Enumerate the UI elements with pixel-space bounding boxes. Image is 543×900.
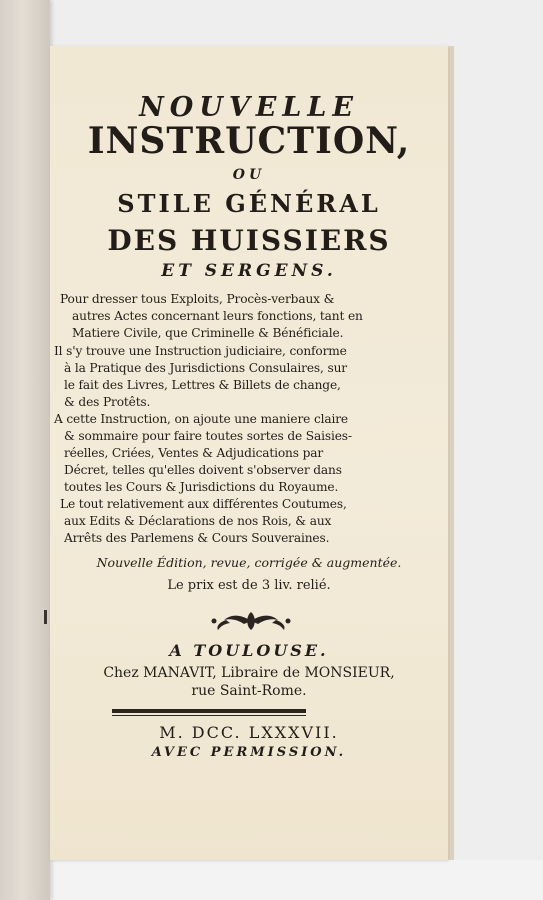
body-line: A cette Instruction, on ajoute une maniere claire (54, 412, 348, 426)
body-line: réelles, Criées, Ventes & Adjudications par (64, 446, 324, 460)
title-page (50, 46, 448, 860)
body-line: toutes les Cours & Jurisdictions du Royaume. (64, 480, 339, 494)
body-line: Pour dresser tous Exploits, Procès-verbaux & (60, 292, 335, 306)
body-line: le fait des Livres, Lettres & Billets de change, (64, 378, 341, 392)
title-line-4: STILE GÉNÉRAL (117, 189, 381, 218)
body-line: autres Actes concernant leurs fonctions, tant en (72, 309, 363, 323)
background-surface (0, 860, 543, 900)
imprint-street: rue Saint-Rome. (191, 683, 307, 699)
book-cover-edge (0, 0, 50, 900)
body-line: Le tout relativement aux différentes Coutumes, (60, 497, 347, 511)
cover-mark (44, 610, 47, 624)
imprint-publisher: Chez MANAVIT, Libraire de MONSIEUR, (103, 665, 395, 681)
edition-note: Nouvelle Édition, revue, corrigée & augmentée. (96, 555, 402, 570)
printer-ornament-icon (196, 606, 306, 636)
body-line: Il s'y trouve une Instruction judiciaire, conforme (54, 344, 347, 358)
title-line-5: DES HUISSIERS (107, 224, 391, 257)
body-line: Arrêts des Parlemens & Cours Souveraines. (64, 531, 330, 545)
title-line-3: OU (232, 167, 266, 183)
imprint-rule-thin (112, 715, 306, 716)
body-line: Matiere Civile, que Criminelle & Bénéficiale. (72, 326, 344, 340)
imprint-date: M. DCC. LXXXVII. (159, 723, 339, 742)
body-line: aux Edits & Déclarations de nos Rois, & aux (64, 514, 332, 528)
body-line: à la Pratique des Jurisdictions Consulaires, sur (64, 361, 347, 375)
body-line: Décret, telles qu'elles doivent s'observer dans (64, 463, 342, 477)
body-line: & des Protêts. (64, 395, 151, 409)
imprint-permission: AVEC PERMISSION. (151, 745, 347, 760)
imprint-city: A TOULOUSE. (169, 641, 329, 660)
price-line: Le prix est de 3 liv. relié. (167, 578, 331, 593)
imprint-rule-thick (112, 709, 306, 713)
title-line-2: INSTRUCTION, (87, 120, 411, 162)
title-line-6: ET SERGENS. (161, 261, 337, 281)
title-line-1: NOUVELLE (139, 92, 359, 123)
body-line: & sommaire pour faire toutes sortes de Saisies- (64, 429, 352, 443)
